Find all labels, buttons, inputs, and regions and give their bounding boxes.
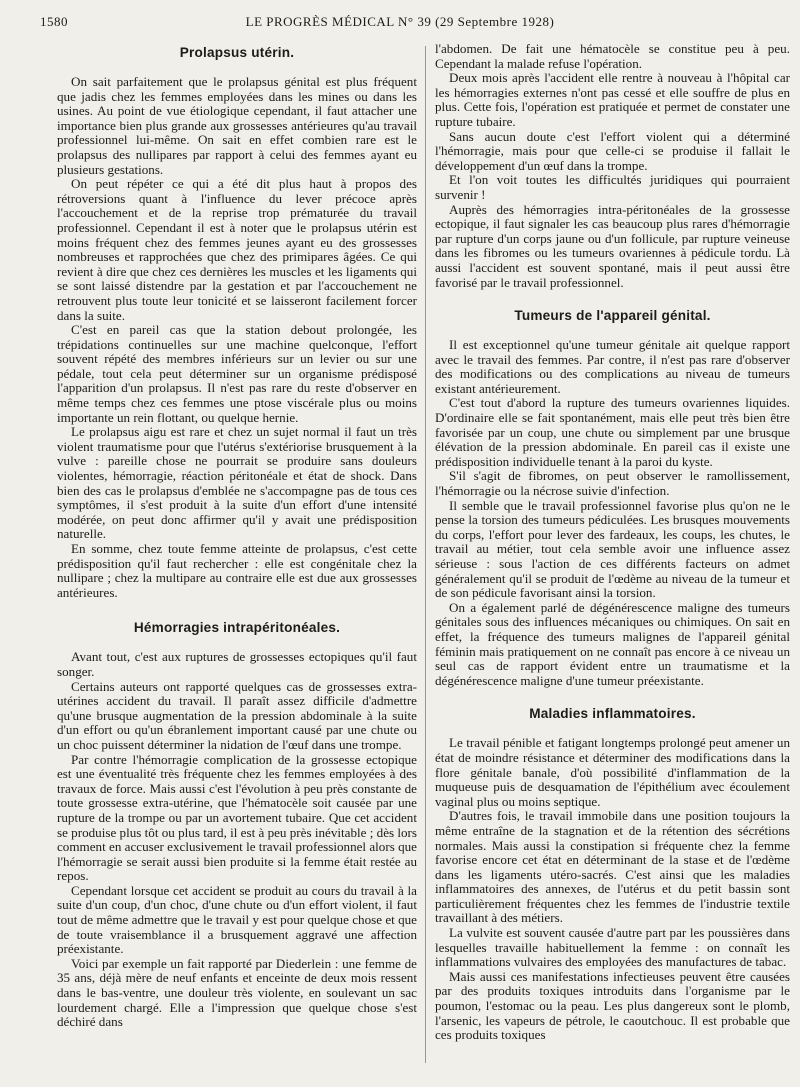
paragraph: On a également parlé de dégénérescence maligne des tumeurs génitales sous des influences mécaniques ou chimiques. On sait en effet, la fréquence des tumeurs malignes de l'appareil génital féminin mais pratiquement on ne connaît pas encore à ce niveau un seul cas de rapport évident entre un traumatisme et la dégénérescence maligne d'une tumeur préexistante.	[435, 599, 790, 688]
paragraph: Le prolapsus aigu est rare et chez un sujet normal il faut un très violent traumatisme pour que l'utérus s'extériorise brusquement à la vulve : pareille chose ne pourrait se produire sans douleurs violentes, hémorragie, réaction péritonéale et état de shock. Dans bien des cas le prolapsus d'emblée ne s'accompagne pas de tous ces symptômes, il s'est produit à la suite d'un effort d'une intensité modérée, on peut donc affirmer qu'il y avait une prédisposition naturelle.	[57, 424, 417, 542]
page-number: 1580	[40, 14, 68, 29]
page-header	[40, 14, 760, 34]
paragraph: Par contre l'hémorragie complication de la grossesse ectopique est une éventualité très fréquente chez les femmes employées à des travaux de force. Mais aussi c'est l'évolution à peu près constante de toute grossesse extra-utérine, que l'hématocèle soit causée par une rupture de la trompe ou par un avortement tubaire. Que cet accident se produise plus tôt ou plus tard, il est à peu près inévitable ; dès lors comment en accuser exclusivement le travail professionnel alors que l'hémorragie se serait aussi bien produite si la femme était restée au repos.	[57, 751, 417, 884]
section-title-prolapsus: Prolapsus utérin.	[179, 45, 295, 60]
column-divider	[425, 46, 426, 1063]
paragraph: D'autres fois, le travail immobile dans une position toujours la même entraîne de la stagnation et de la rétention des sécrétions normales. Mais aussi la constipation si fréquente chez la femme favorise encore cet état en déterminant de la stase et de l'œdème dans les ligaments utéro-sacrés. C'est ainsi que les maladies inflammatoires des annexes, de l'utérus et du petit bassin sont particulièrement fréquentes chez les femmes de l'industrie textile travaillant à des métiers.	[435, 808, 790, 926]
paragraph: Sans aucun doute c'est l'effort violent qui a déterminé l'hémorragie, mais pour que celle-ci se produise il fallait le développement d'un œuf dans la trompe.	[435, 128, 790, 173]
paragraph: Cependant lorsque cet accident se produit au cours du travail à la suite d'un coup, d'un choc, d'une chute ou d'un effort violent, il faut tout de même admettre que le travail y est pour quelque chose et que de toute vraisemblance il a brusquement aggravé une affection préexistante.	[57, 882, 417, 957]
left-column	[57, 42, 417, 1069]
paragraph: S'il s'agit de fibromes, on peut observer le ramollissement, l'hémorragie ou la nécrose suivie d'infection.	[435, 468, 790, 499]
paragraph: C'est en pareil cas que la station debout prolongée, les trépidations continuelles sur une machine quelconque, l'effort souvent répété des membres inférieurs sur un levier ou sur une pédale, tout cela peut déterminer sur un organisme prédisposé l'apparition d'un prolapsus. Il n'est pas rare du reste d'observer en même temps chez ces femmes une ptose viscérale plus ou moins importante un rein flottant, ou quelque hernie.	[57, 322, 417, 425]
paragraph: Deux mois après l'accident elle rentre à nouveau à l'hôpital car les hémorragies externes n'ont pas cessé et elle souffre de plus en plus. Cette fois, l'opération est pratiquée et permet de constater une rupture tubaire.	[435, 70, 790, 129]
section-title-hemorragies: Hémorragies intrapéritonéales.	[133, 620, 341, 636]
paragraph: Auprès des hémorragies intra-péritonéales de la grossesse ectopique, il faut signaler les cas beaucoup plus rares d'hémorragie par rupture d'un corps jaune ou d'un follicule, par rupture veineuse dans les fibromes ou les tumeurs ovariennes à pédicule tordu. Là aussi l'accident est souvent spontané, mais il peut aussi être favorisé par le travail professionnel.	[435, 201, 790, 290]
paragraph: Voici par exemple un fait rapporté par Diederlein : une femme de 35 ans, déjà mère de neuf enfants et enceinte de deux mois ressent dans le bas-ventre, une douleur très violente, en soulevant un sac lourdement chargé. Elle a l'impression que quelque chose s'est déchiré dans	[57, 955, 417, 1030]
paragraph: Il semble que le travail professionnel favorise plus qu'on ne le pense la torsion des tumeurs pédiculées. Les brusques mouvements du corps, l'effort pour lever des fardeaux, les coups, les chutes, le travail au métier, tout cela semble avoir une influence assez sérieuse : sous l'action de ces différents facteurs on admet généralement qu'il se produit de l'œdème au niveau de la tumeur et de son pédicule favorisant ainsi la torsion.	[435, 497, 790, 601]
paragraph: Le travail pénible et fatigant longtemps prolongé peut amener un état de moindre résistance et déterminer des modifications dans la flore génitale banale, d'où possibilité d'inflammation de la muqueuse puis de desquamation de l'épithélium avec écoulement vaginal plus ou moins septique.	[435, 735, 790, 809]
paragraph: On peut répéter ce qui a été dit plus haut à propos des rétroversions quant à l'influence du lever précoce après l'accouchement et de la reprise trop prématurée du travail professionnel. Cependant il est à noter que le prolapsus utérin est moins fréquent chez des femmes jeunes ayant eu des grossesses nombreuses et rapprochées que chez des primipares âgées. Ce qui revient à dire que chez ces dernières les muscles et les ligaments qui se sont laissé distendre par la gestation et par l'accouchement ne retrouvent plus toute leur tonicité et se laisseront facilement forcer dans la suite.	[57, 176, 417, 323]
section-title-tumeurs: Tumeurs de l'appareil génital.	[514, 308, 711, 324]
paragraph: La vulvite est souvent causée d'autre part par les poussières dans lesquelles travaille habituellement la femme : on connaît les inflammations vulvaires des employées des manufactures de tabac.	[435, 925, 790, 970]
paragraph: Mais aussi ces manifestations infectieuses peuvent être causées par des produits toxiques introduits dans l'organisme par le poumon, l'estomac ou la peau. Les plus dangereux sont le plomb, l'arsenic, les vapeurs de pétrole, le caoutchouc. Il est probable que ces produits toxiques	[435, 968, 790, 1043]
section-title-maladies: Maladies inflammatoires.	[529, 706, 696, 722]
paragraph: Certains auteurs ont rapporté quelques cas de grossesses extra-utérines accident du travail. Il paraît assez difficile d'admettre qu'une brusque augmentation de la pression abdominale à la suite d'un effort ou qu'un ébranlement important causé par une chute ou un choc puissent déterminer la nidation de l'œuf dans une trompe.	[57, 678, 417, 752]
paragraph: Il est exceptionnel qu'une tumeur génitale ait quelque rapport avec le travail des femmes. Par contre, il n'est pas rare d'observer des modifications ou des complications au niveau de tumeurs existant antérieurement.	[435, 337, 790, 396]
paragraph: C'est tout d'abord la rupture des tumeurs ovariennes liquides. D'ordinaire elle se fait spontanément, mais elle peut très bien être favorisée par un coup, une chute ou simplement par une brusque élévation de la pression abdominale. En pareil cas il existe une prédisposition individuelle tenant à la paroi du kyste.	[435, 395, 790, 469]
running-title: LE PROGRÈS MÉDICAL N° 39 (29 Septembre 1928)	[245, 14, 555, 29]
paragraph: Et l'on voit toutes les difficultés juridiques qui pourraient survenir !	[435, 172, 790, 202]
paragraph: On sait parfaitement que le prolapsus génital est plus fréquent que jadis chez les femmes employées dans les mines ou dans les usines. Au point de vue étiologique cependant, il faut attacher une importance bien plus grande aux grossesses antérieures qu'au travail professionnel lui-même. On sait en effet combien rare est le prolapsus des nullipares par rapport à celui des femmes ayant eu plusieurs gestations.	[57, 74, 417, 177]
paragraph: l'abdomen. De fait une hématocèle se constitue peu à peu. Cependant la malade refuse l'opération.	[435, 42, 790, 71]
paragraph: En somme, chez toute femme atteinte de prolapsus, c'est cette prédisposition qu'il faut rechercher : elle est congénitale chez la nullipare ; chez la multipare au contraire elle est due aux grossesses antérieures.	[57, 541, 417, 600]
paragraph: Avant tout, c'est aux ruptures de grossesses ectopiques qu'il faut songer.	[57, 649, 417, 679]
right-column	[435, 42, 790, 1069]
